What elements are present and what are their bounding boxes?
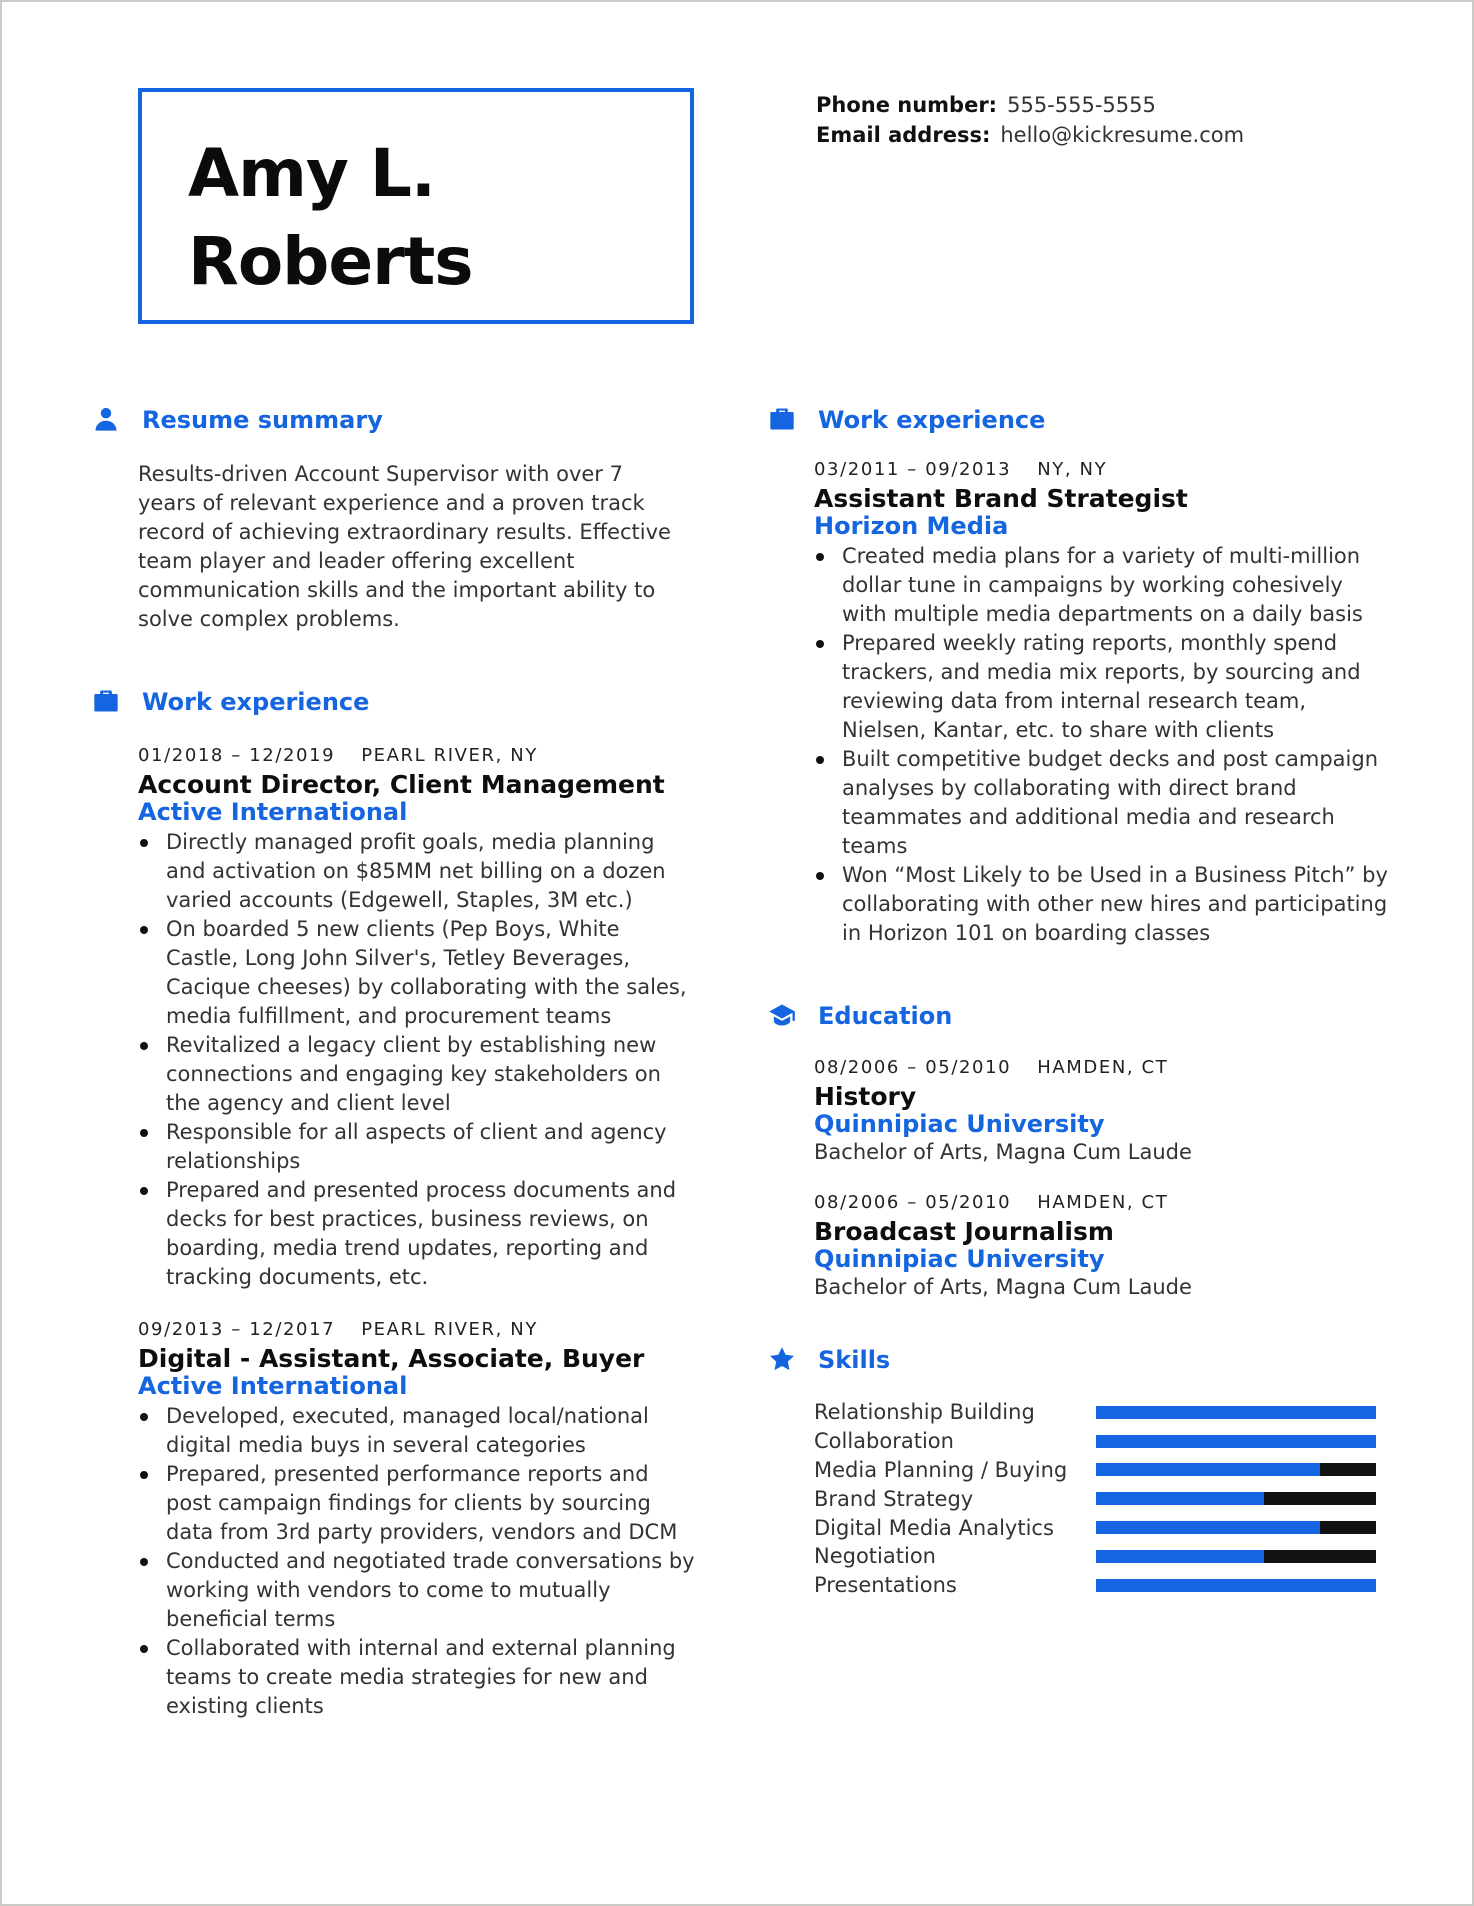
edu-school: Quinnipiac University [814,1245,1105,1273]
left-column [92,402,712,1721]
skill-bar [1096,1550,1376,1563]
job-bullets [814,542,1394,948]
bullet-item: Responsible for all aspects of client and agency relationships [138,1118,698,1176]
skill-row [814,1398,1408,1427]
skill-name: Collaboration [814,1429,954,1454]
skill-row [814,1484,1408,1513]
skill-name: Presentations [814,1573,957,1598]
edu-dates: 08/2006 – 05/2010 [814,1192,1012,1213]
edu-school: Quinnipiac University [814,1110,1105,1138]
skill-fill [1096,1406,1376,1419]
bullet-item: On boarded 5 new clients (Pep Boys, White Castle, Long John Silver's, Tetley Beverages, Cacique cheeses) by collaborating with the sales, media fulfillment, and procurement teams [138,915,698,1031]
skill-fill [1096,1550,1264,1563]
right-jobs [768,456,1408,948]
left-jobs [92,742,712,1721]
job-location: PEARL RIVER, NY [361,1319,538,1340]
education-entry [814,1054,1408,1167]
job-bullets [138,828,698,1292]
job-entry [138,1316,712,1721]
skills-title: Skills [818,1346,891,1374]
bullet-item: Revitalized a legacy client by establishing new connections and engaging key stakeholders on the agency and client level [138,1031,698,1118]
edu-degree: Bachelor of Arts, Magna Cum Laude [814,1140,1192,1164]
bullet-item: Conducted and negotiated trade conversations by working with vendors to come to mutually beneficial terms [138,1547,698,1634]
job-bullets [138,1402,698,1721]
skill-row [814,1456,1408,1485]
name-box [138,88,694,324]
work-title-right: Work experience [818,406,1046,434]
skill-bar [1096,1435,1376,1448]
skill-row [814,1571,1408,1600]
bullet-item: Collaborated with internal and external planning teams to create media strategies for new and existing clients [138,1634,698,1721]
summary-title: Resume summary [142,406,383,434]
edu-meta [814,1054,1408,1082]
job-entry [138,742,712,1292]
skill-name: Relationship Building [814,1400,1035,1425]
work-title-left: Work experience [142,688,370,716]
job-dates: 09/2013 – 12/2017 [138,1319,336,1340]
skill-name: Brand Strategy [814,1486,974,1511]
skill-bar [1096,1406,1376,1419]
phone-row [816,90,1244,120]
job-company: Active International [138,1372,408,1400]
education-section-title [768,998,1408,1034]
skill-row [814,1542,1408,1571]
education-entry [814,1189,1408,1302]
name-line-1: Amy L. [188,135,435,212]
job-role: Digital - Assistant, Associate, Buyer [138,1344,645,1373]
job-location: PEARL RIVER, NY [361,745,538,766]
email-value: hello@kickresume.com [1000,123,1245,147]
job-company: Active International [138,798,408,826]
edu-field: History [814,1082,917,1111]
email-label: Email address: [816,123,991,147]
edu-field: Broadcast Journalism [814,1217,1114,1246]
bullet-item: Prepared, presented performance reports and post campaign findings for clients by sourcing data from 3rd party providers, vendors and DCM [138,1460,698,1547]
bullet-item: Built competitive budget decks and post campaign analyses by collaborating with direct brand teammates and additional media and research teams [814,745,1394,861]
education-title: Education [818,1002,953,1030]
job-company: Horizon Media [814,512,1009,540]
skills-list [768,1398,1408,1600]
job-meta [814,456,1408,484]
skill-row [814,1513,1408,1542]
bullet-item: Developed, executed, managed local/national digital media buys in several categories [138,1402,698,1460]
job-dates: 03/2011 – 09/2013 [814,459,1012,480]
name-line-2: Roberts [188,223,473,300]
job-entry [814,456,1408,948]
job-location: NY, NY [1037,459,1108,480]
skill-fill [1096,1521,1320,1534]
skill-fill [1096,1492,1264,1505]
edu-meta [814,1189,1408,1217]
job-role: Account Director, Client Management [138,770,665,799]
contact-info [816,90,1244,150]
bullet-item: Prepared and presented process documents and decks for best practices, business reviews, on boarding, media trend updates, reporting and tracking documents, etc. [138,1176,698,1292]
graduation-cap-icon [768,1001,798,1031]
edu-dates: 08/2006 – 05/2010 [814,1057,1012,1078]
education-list [768,1054,1408,1302]
phone-label: Phone number: [816,93,998,117]
phone-value: 555-555-5555 [1007,93,1156,117]
skill-fill [1096,1579,1376,1592]
summary-section-title [92,402,712,438]
summary-text: Results-driven Account Supervisor with over 7 years of relevant experience and a proven track record of achieving extraordinary results. Effective team player and leader offering excellent communication skills and the important ability to solve complex problems. [138,462,671,631]
star-icon [768,1345,798,1375]
job-role: Assistant Brand Strategist [814,484,1188,513]
briefcase-icon [92,687,122,717]
bullet-item: Won “Most Likely to be Used in a Business Pitch” by collaborating with other new hires and participating in Horizon 101 on boarding classes [814,861,1394,948]
bullet-item: Prepared weekly rating reports, monthly spend trackers, and media mix reports, by sourcing and reviewing data from internal research team, Nielsen, Kantar, etc. to share with clients [814,629,1394,745]
skill-bar [1096,1521,1376,1534]
skills-section-title [768,1342,1408,1378]
user-icon [92,405,122,435]
skill-name: Digital Media Analytics [814,1515,1054,1540]
work-section-title-left [92,684,712,720]
edu-location: HAMDEN, CT [1037,1192,1169,1213]
job-dates: 01/2018 – 12/2019 [138,745,336,766]
skill-row [814,1427,1408,1456]
right-column [768,402,1408,1600]
skill-name: Negotiation [814,1544,936,1569]
skill-bar [1096,1579,1376,1592]
skill-bar [1096,1492,1376,1505]
skill-fill [1096,1435,1376,1448]
candidate-name [188,130,473,306]
email-row [816,120,1244,150]
skill-fill [1096,1463,1320,1476]
job-meta [138,1316,712,1344]
edu-location: HAMDEN, CT [1037,1057,1169,1078]
job-meta [138,742,712,770]
briefcase-icon [768,405,798,435]
skill-bar [1096,1463,1376,1476]
bullet-item: Created media plans for a variety of multi-million dollar tune in campaigns by working cohesively with multiple media departments on a daily basis [814,542,1394,629]
edu-degree: Bachelor of Arts, Magna Cum Laude [814,1275,1192,1299]
bullet-item: Directly managed profit goals, media planning and activation on $85MM net billing on a dozen varied accounts (Edgewell, Staples, 3M etc.) [138,828,698,915]
work-section-title-right [768,402,1408,438]
skill-name: Media Planning / Buying [814,1457,1068,1482]
